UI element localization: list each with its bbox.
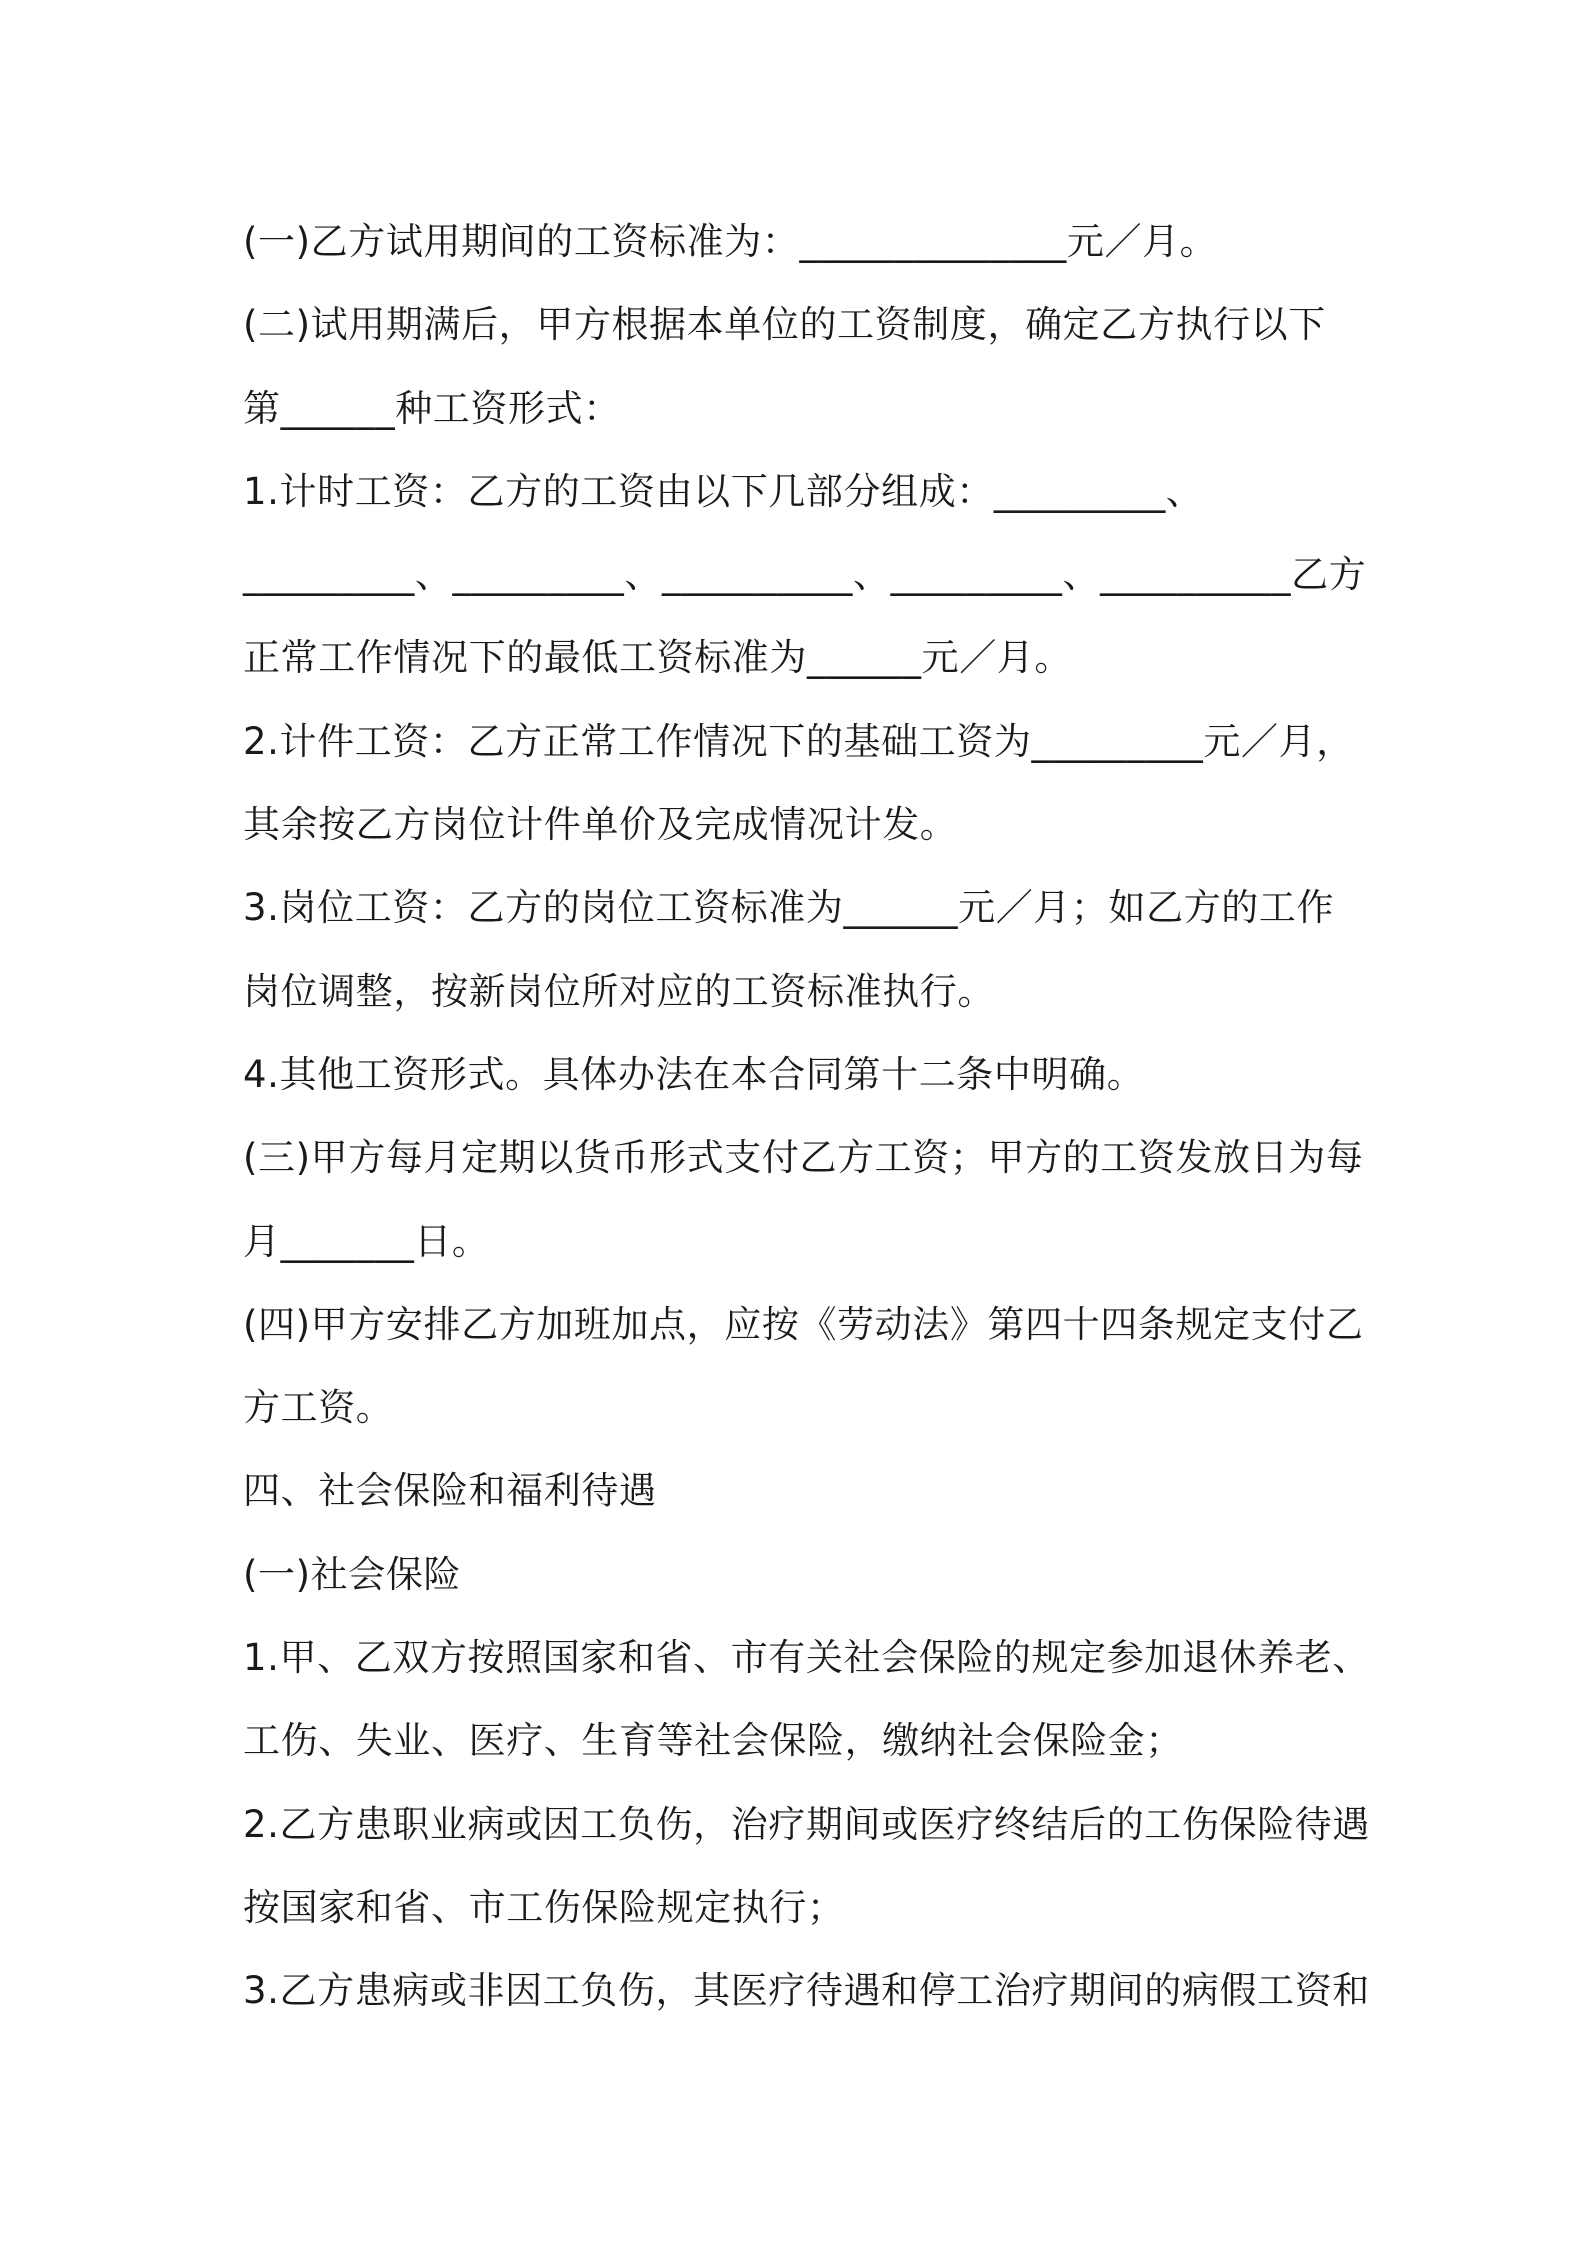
text-line: 其余按乙方岗位计件单价及完成情况计发。 [243,803,958,847]
text-line: (一)乙方试用期间的工资标准为：______________元／月。 [243,220,1218,263]
text-line: 1.甲、乙双方按照国家和省、市有关社会保险的规定参加退休养老、 [243,1636,1370,1680]
section-heading: 四、社会保险和福利待遇 [243,1469,657,1513]
text-line: 2.计件工资：乙方正常工作情况下的基础工资为_________元／月， [243,719,1354,763]
text-line: 岗位调整，按新岗位所对应的工资标准执行。 [243,969,995,1013]
text-line: (四)甲方安排乙方加班加点，应按《劳动法》第四十四条规定支付乙 [243,1302,1364,1346]
text-line: 工伤、失业、医疗、生育等社会保险，缴纳社会保险金； [243,1719,1183,1763]
text-line: 第______种工资形式： [243,386,621,430]
text-line: (二)试用期满后，甲方根据本单位的工资制度，确定乙方执行以下 [243,303,1326,347]
text-line: (三)甲方每月定期以货币形式支付乙方工资；甲方的工资发放日为每 [243,1136,1364,1180]
text-line: 2.乙方患职业病或因工负伤，治疗期间或医疗终结后的工伤保险待遇 [243,1802,1370,1846]
text-line: 4.其他工资形式。具体办法在本合同第十二条中明确。 [243,1052,1145,1096]
text-line: _________、_________、__________、_________、__________乙方 [243,553,1367,597]
text-line: 方工资。 [243,1386,394,1430]
text-line: 月_______日。 [243,1219,490,1263]
text-line: 3.乙方患病或非因工负伤，其医疗待遇和停工治疗期间的病假工资和 [243,1969,1370,2013]
document-body [243,200,1370,2033]
text-line: 3.岗位工资：乙方的岗位工资标准为______元／月；如乙方的工作 [243,886,1335,930]
text-line: 1.计时工资：乙方的工资由以下几部分组成：_________、 [243,469,1204,513]
text-line: 正常工作情况下的最低工资标准为______元／月。 [243,636,1072,680]
subsection-heading: (一)社会保险 [243,1552,462,1596]
text-line: 按国家和省、市工伤保险规定执行； [243,1885,845,1929]
